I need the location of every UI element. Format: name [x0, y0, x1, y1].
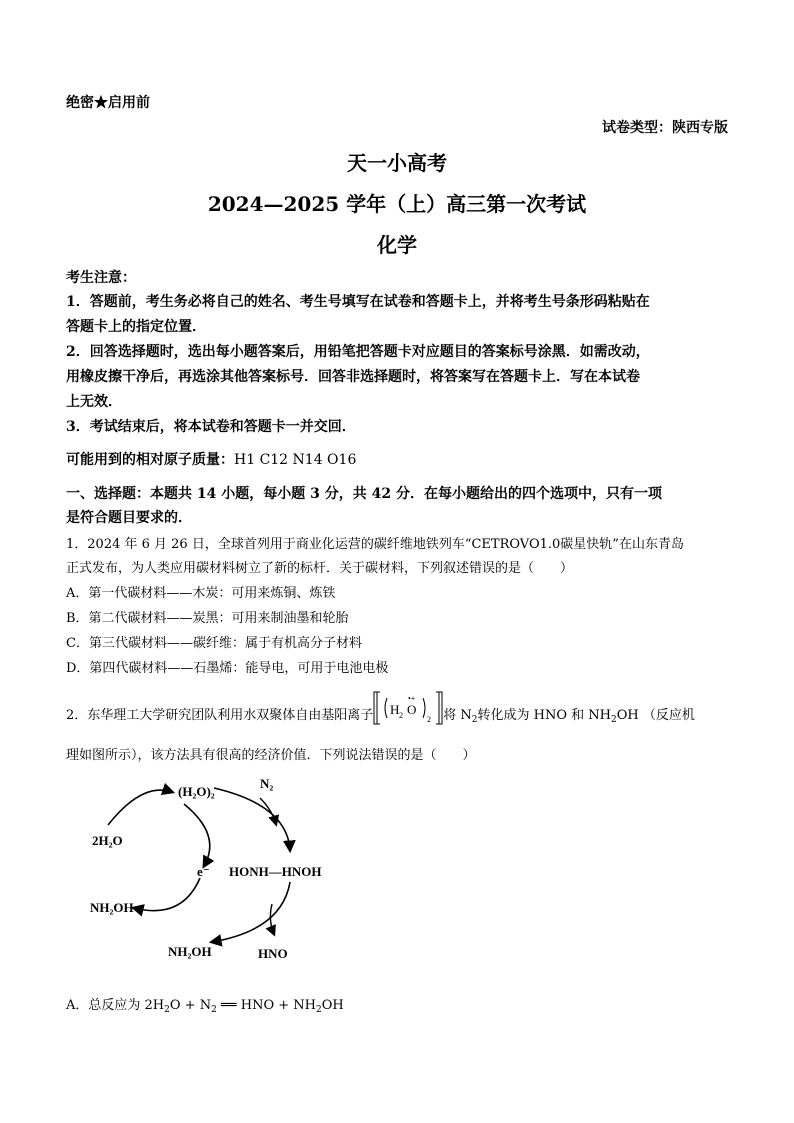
label-electron: e⁻ — [197, 864, 210, 879]
q2-option-a-sub3: 2 — [315, 1005, 322, 1015]
q2-option-a-sub2: 2 — [211, 1005, 217, 1015]
q1-stem-line2: 正式发布，为人类应用碳材料树立了新的标杆．关于碳材料，下列叙述错误的是（ ） — [66, 561, 574, 576]
notice-item2-line3: 上无效． — [66, 394, 122, 410]
notice-heading: 考生注意： — [66, 270, 136, 286]
q2-text-part1: 2．东华理工大学研究团队利用水双聚体自由基阳离子 — [66, 708, 374, 723]
section1-line2: 是符合题目要求的． — [66, 510, 192, 526]
atomic-mass-line — [66, 449, 356, 469]
org-title: 天一小高考 — [347, 151, 447, 175]
q2-option-a-mid1: O + N — [169, 998, 212, 1013]
hno-arrow — [270, 904, 274, 934]
subject-title: 化学 — [377, 233, 417, 257]
ion-charge: •+ — [408, 694, 416, 703]
q2-option-a-end: OH — [321, 998, 344, 1013]
ion-h: H — [390, 702, 400, 717]
q2-option-a — [66, 994, 344, 1013]
ion-sub: 2 — [399, 711, 404, 720]
notice-item2-line1: 2．回答选择题时，选出每小题答案后，用铅笔把答题卡对应题目的答案标号涂黑．如需改动， — [66, 344, 650, 360]
label-2h2o: 2H₂O — [92, 833, 123, 848]
notice-item1-line1: 1．答题前，考生务必将自己的姓名、考生号填写在试卷和答题卡上，并将考生号条形码粘贴在 — [66, 294, 650, 310]
nh2-sub: 2 — [611, 715, 617, 725]
label-nh2oh-left: NH₂OH — [90, 900, 134, 915]
label-nh2oh-bottom: NH₂OH — [168, 944, 212, 959]
q1-stem-line1: 1．2024 年 6 月 26 日，全球首列用于商业化运营的碳纤维地铁列车“CETROVO1.0碳星快轨”在山东青岛 — [66, 537, 684, 552]
label-n2: N₂ — [260, 776, 274, 791]
q2-option-a-mid2: ══ HNO + NH — [216, 998, 316, 1013]
arc-left-top — [108, 790, 172, 825]
arc-electron-to-nh2oh — [134, 878, 200, 911]
arc-to-electron — [184, 804, 210, 866]
q1-option-b: B．第二代碳材料——炭黑：可用来制油墨和轮胎 — [66, 611, 349, 626]
notice-item1-line2: 答题卡上的指定位置． — [66, 319, 206, 335]
water-dimer-bracket — [373, 690, 443, 726]
n2-sub: 2 — [471, 715, 478, 725]
q1-option-d: D．第四代碳材料——石墨烯：能导电，可用于电池电极 — [66, 661, 389, 676]
reaction-mechanism-diagram — [72, 770, 352, 970]
atomic-mass-values: H1 C12 N14 O16 — [234, 452, 357, 468]
notice-item2-line2: 用橡皮擦干净后，再选涂其他答案标号．回答非选择题时，将答案写在答题卡上．写在本试卷 — [66, 369, 640, 385]
water-dimer-cation — [373, 690, 443, 741]
q2-text-part3: 转化成为 HNO 和 NH — [477, 708, 612, 723]
exam-title: 2024—2025 学年（上）高三第一次考试 — [207, 192, 587, 216]
ion-outer-sub: 2 — [427, 715, 432, 724]
atomic-mass-label: 可能用到的相对原子质量： — [66, 452, 234, 468]
q1-option-c: C．第三代碳材料——碳纤维：属于有机高分子材料 — [66, 636, 362, 651]
q2-option-a-sub1: 2 — [164, 1005, 170, 1015]
notice-item3: 3．考试结束后，将本试卷和答题卡一并交回． — [66, 419, 356, 435]
section1-line1: 一、选择题：本题共 14 小题，每小题 3 分，共 42 分．在每小题给出的四个选项中，只有一项 — [66, 486, 662, 502]
arc-right-bottom — [212, 882, 290, 942]
q2-stem-line1 — [66, 690, 695, 726]
label-water-dimer: (H₂O)₂ — [178, 784, 215, 799]
ion-o: O — [407, 702, 417, 717]
label-hno: HNO — [258, 946, 288, 961]
q2-stem-line2: 理如图所示），该方法具有很高的经济价值．下列说法错误的是（ ） — [66, 748, 476, 763]
arc-right-top — [214, 788, 290, 850]
q1-option-a: A．第一代碳材料——木炭：可用来炼铜、炼铁 — [66, 586, 336, 601]
exam-type-label: 试卷类型：陕西专版 — [602, 120, 728, 136]
q2-text-part2: 将 N — [443, 708, 472, 723]
label-honh-hnoh: HONH—HNOH — [229, 864, 322, 879]
q2-text-part4: OH （反应机 — [616, 708, 695, 723]
secret-label: 绝密★启用前 — [66, 95, 150, 111]
q2-option-a-prefix: A．总反应为 2H — [66, 998, 165, 1013]
